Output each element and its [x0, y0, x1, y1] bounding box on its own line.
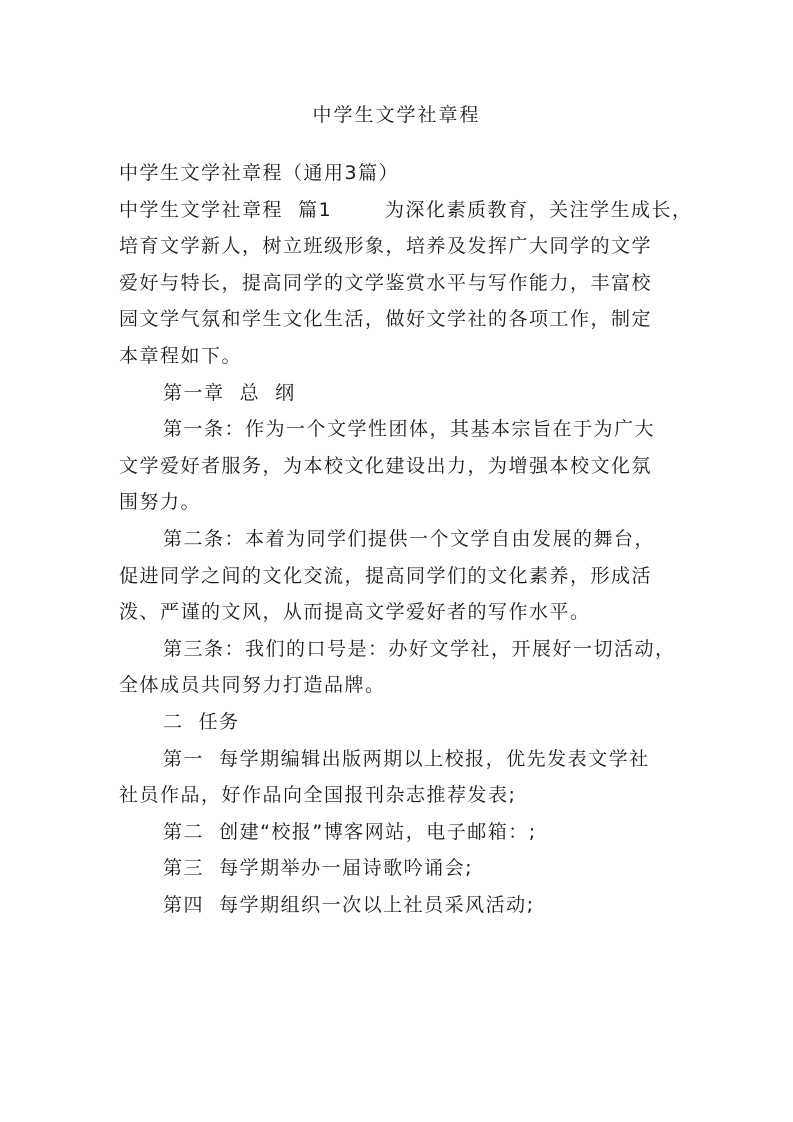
chapter-heading: 第一章 总 纲	[163, 381, 296, 404]
text-line: 社员作品，好作品向全国报刊杂志推荐发表;	[119, 784, 517, 807]
text-line: 培育文学新人，树立班级形象，培养及发挥广大同学的文学	[119, 235, 653, 258]
section-heading: 二 任务	[163, 710, 240, 733]
document-title: 中学生文学社章程	[312, 104, 481, 126]
text-line: 围努力。	[119, 491, 202, 514]
text-line: 第二条：本着为同学们提供一个文学自由发展的舞台，	[163, 527, 656, 550]
text-line: 第一条：作为一个文学性团体，其基本宗旨在于为广大	[163, 418, 656, 441]
text-line: 园文学气氛和学生文化生活，做好文学社的各项工作，制定	[119, 308, 653, 331]
text-line: 中学生文学社章程（通用3篇）	[119, 162, 400, 184]
document-body	[119, 155, 693, 923]
text-line: 爱好与特长，提高同学的文学鉴赏水平与写作能力，丰富校	[119, 271, 653, 294]
text-line: 第三 每学期举办一届诗歌吟诵会;	[163, 857, 473, 880]
text-line: 中学生文学社章程 篇1 为深化素质教育，关注学生成长，	[119, 198, 693, 221]
text-line: 全体成员共同努力打造品牌。	[119, 674, 386, 697]
text-line: 第一 每学期编辑出版两期以上校报，优先发表文学社	[163, 747, 650, 770]
text-line: 第四 每学期组织一次以上社员采风活动;	[163, 893, 535, 916]
text-line: 第三条：我们的口号是：办好文学社，开展好一切活动，	[163, 637, 676, 660]
text-line: 文学爱好者服务，为本校文化建设出力，为增强本校文化氛	[119, 454, 653, 477]
text-line: 泼、严谨的文风，从而提高文学爱好者的写作水平。	[119, 601, 591, 624]
text-line: 本章程如下。	[119, 344, 243, 367]
text-line: 第二 创建“校报”博客网站，电子邮箱：;	[163, 820, 537, 843]
text-line: 促进同学之间的文化交流，提高同学们的文化素养，形成活	[119, 564, 653, 587]
